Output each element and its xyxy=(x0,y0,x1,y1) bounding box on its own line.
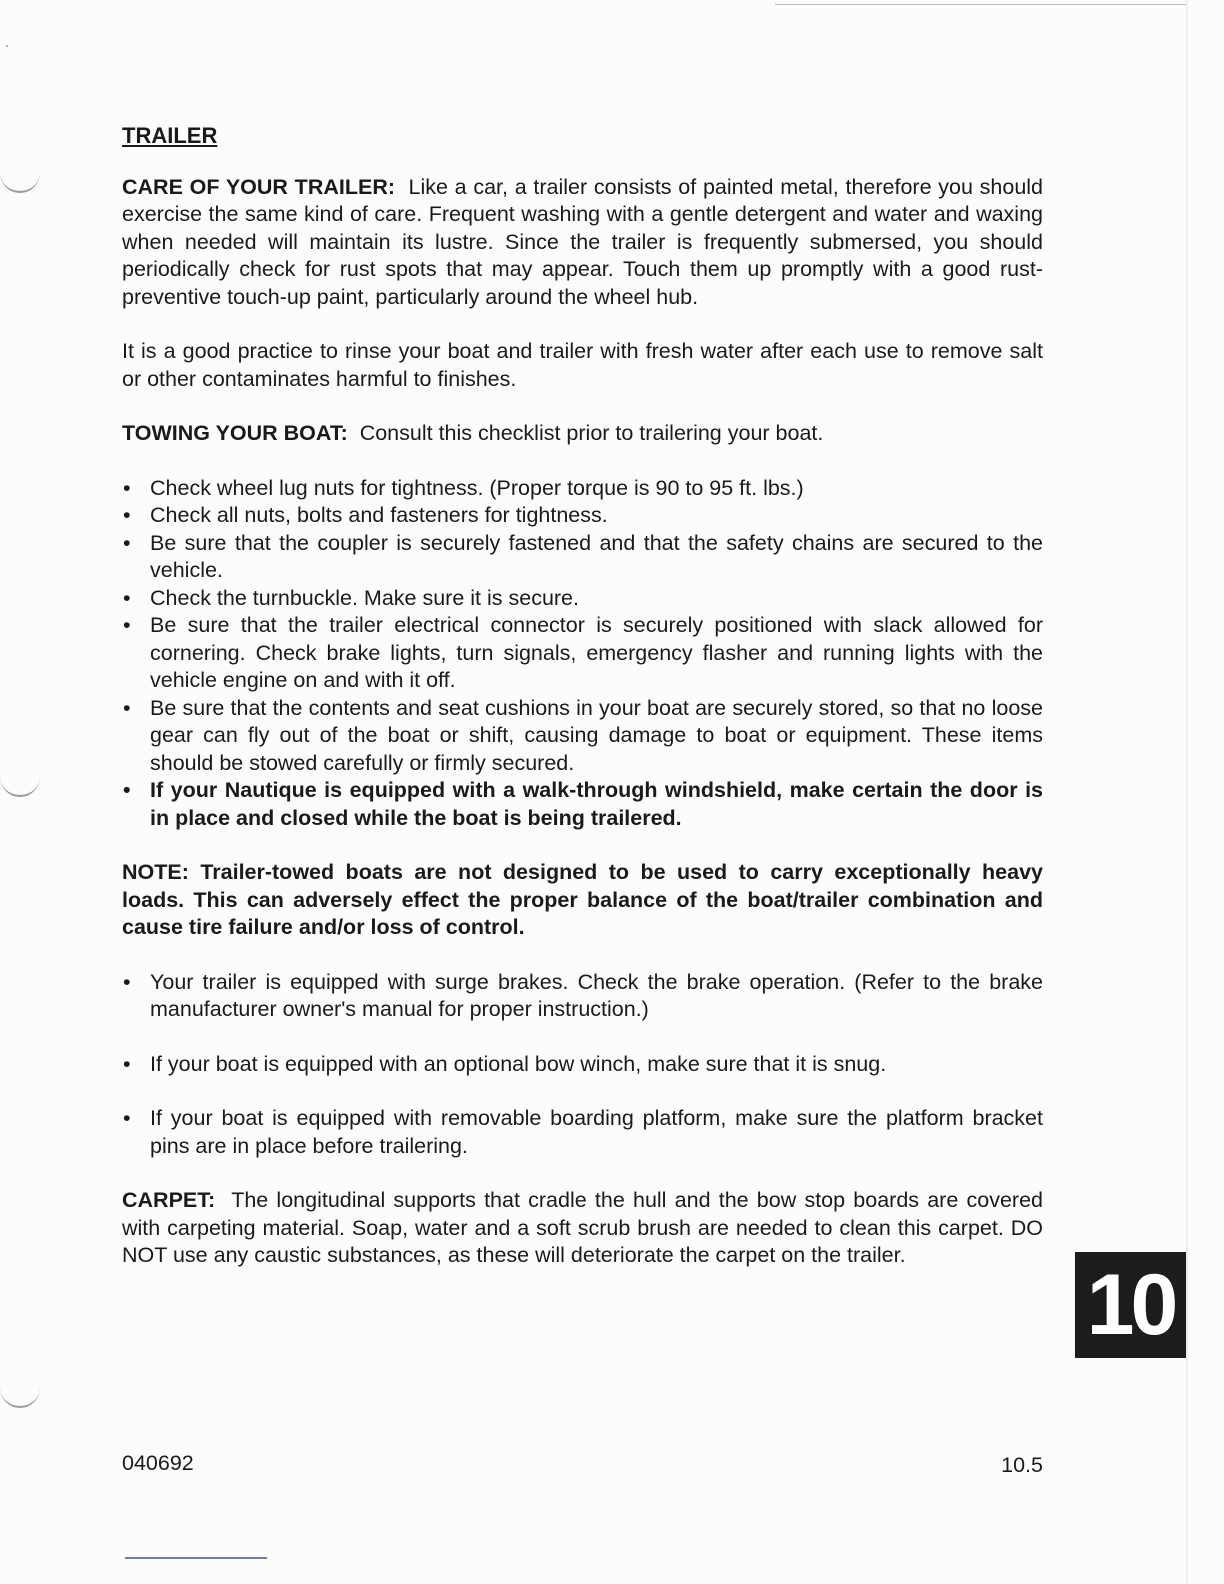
towing-checklist xyxy=(122,475,1043,833)
extra-checklist xyxy=(122,969,1043,1161)
list-item: • Be sure that the trailer electrical connector is securely positioned with slack allowed for cornering. Check brake lights, turn signals, emergency flasher and running lights with the vehicle engine on and with it off. xyxy=(122,612,1043,695)
carpet-paragraph xyxy=(122,1187,1043,1270)
towing-heading: TOWING YOUR BOAT: xyxy=(122,421,348,445)
towing-paragraph xyxy=(122,420,1043,448)
care-text: Like a car, a trailer consists of painted metal, therefore you should exercise the same kind of care. Frequent washing with a gentle detergent and water and waxing when needed will maintain its lustre. Since the trailer is frequently submersed, you should periodically check for rust spots that may appear. Touch them up promptly with a good rust-preventive touch-up paint, particularly around the wheel hub. xyxy=(122,174,1044,309)
list-item: • Check all nuts, bolts and fasteners for tightness. xyxy=(122,502,1043,530)
binder-hole-mark xyxy=(0,165,40,193)
carpet-heading: CARPET: xyxy=(122,1188,216,1212)
list-item: • Be sure that the contents and seat cushions in your boat are securely stored, so that no loose gear can fly out of the boat or shift, causing damage to boat or equipment. These items should be stowed carefully or firmly secured. xyxy=(122,695,1043,778)
towing-text: Consult this checklist prior to trailering your boat. xyxy=(359,421,824,445)
care-paragraph xyxy=(122,174,1043,312)
carpet-text: The longitudinal supports that cradle the hull and the bow stop boards are covered with carpeting material. Soap, water and a soft scrub brush are needed to clean this carpet. DO NOT use any caustic substances, as these will deteriorate the carpet on the trailer. xyxy=(122,1188,1043,1267)
footer-code: 040692 xyxy=(122,1451,194,1475)
windshield-warning-item: • If your Nautique is equipped with a walk-through windshield, make certain the door is in place and closed while the boat is being trailered. xyxy=(122,777,1043,832)
page-number: 10.5 xyxy=(1001,1453,1043,1477)
section-tab: 10 xyxy=(1075,1252,1186,1358)
rinse-paragraph: It is a good practice to rinse your boat and trailer with fresh water after each use to remove salt or other contaminates harmful to finishes. xyxy=(122,339,1043,391)
list-item: • Check wheel lug nuts for tightness. (Proper torque is 90 to 95 ft. lbs.) xyxy=(122,475,1043,503)
note-paragraph: NOTE: Trailer-towed boats are not designed to be used to carry exceptionally heavy loads. This can adversely effect the proper balance of the boat/trailer combination and cause tire failure and/or loss of control. xyxy=(122,860,1043,939)
list-item: • Be sure that the coupler is securely fastened and that the safety chains are secured to the vehicle. xyxy=(122,530,1043,585)
care-heading: CARE OF YOUR TRAILER: xyxy=(122,174,396,199)
list-item: • If your boat is equipped with removable boarding platform, make sure the platform bracket pins are in place before trailering. xyxy=(122,1105,1043,1160)
list-item: • If your boat is equipped with an optional bow winch, make sure that it is snug. xyxy=(122,1051,1043,1079)
scan-mark: ' xyxy=(6,44,8,55)
binder-hole-mark xyxy=(0,1380,40,1408)
list-item: • Check the turnbuckle. Make sure it is secure. xyxy=(122,585,1043,613)
bottom-rule xyxy=(125,1557,267,1559)
top-rule xyxy=(775,4,1187,5)
section-title: TRAILER xyxy=(122,123,218,148)
page-edge xyxy=(1186,0,1188,1584)
page-content xyxy=(122,122,1043,1297)
binder-hole-mark xyxy=(0,769,40,797)
list-item: • Your trailer is equipped with surge brakes. Check the brake operation. (Refer to the brake manufacturer owner's manual for proper instruction.) xyxy=(122,969,1043,1024)
